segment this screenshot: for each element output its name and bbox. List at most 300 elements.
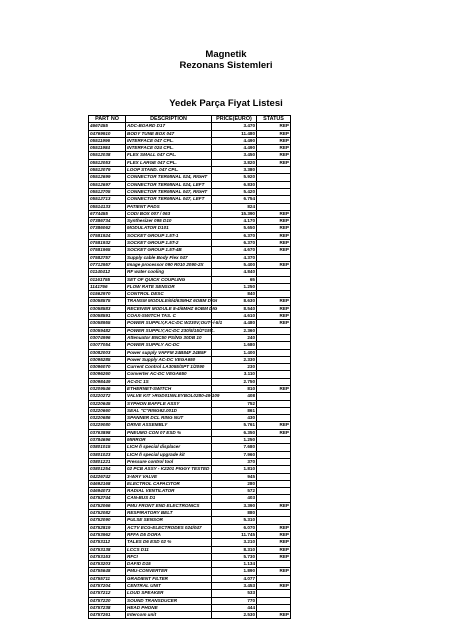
part-number-cell: 04752744 [89, 495, 126, 502]
status-cell: REP [257, 218, 291, 225]
table-row [89, 510, 291, 517]
price-cell: 240 [212, 334, 257, 341]
status-cell: REP [257, 123, 291, 130]
part-number-cell: 01161755 [89, 276, 126, 283]
description-cell: POWER SUPPLY AC-DC [126, 342, 212, 349]
table-row [89, 152, 291, 159]
part-number-cell: 04752090 [89, 517, 126, 524]
price-cell: 4.077 [212, 575, 257, 582]
table-row [89, 429, 291, 436]
table-row [89, 247, 291, 254]
description-cell: SET OF QUICK COUPLING [126, 276, 212, 283]
table-row [89, 130, 291, 137]
table-row [89, 437, 291, 444]
price-cell: 8.310 [212, 546, 257, 553]
table-row [89, 364, 291, 371]
description-cell: Synthesizer 095 D10 [126, 218, 212, 225]
price-cell: 824 [212, 203, 257, 210]
table-row [89, 356, 291, 363]
part-number-cell: 04753153 [89, 553, 126, 560]
part-number-cell: 03801015 [89, 444, 126, 451]
table-row [89, 327, 291, 334]
part-number-cell: 04769910 [89, 130, 126, 137]
part-number-cell: 07386062 [89, 225, 126, 232]
status-cell [257, 291, 291, 298]
table-row [89, 444, 291, 451]
part-number-cell: 03096070 [89, 364, 126, 371]
status-cell [257, 364, 291, 371]
table-row [89, 422, 291, 429]
description-cell: LICH ñ special upgrade kit [126, 451, 212, 458]
status-cell [257, 415, 291, 422]
part-number-cell: 01562970 [89, 291, 126, 298]
price-cell: 1.250 [212, 437, 257, 444]
table-row [89, 342, 291, 349]
price-cell: 2.360 [212, 327, 257, 334]
table-row [89, 604, 291, 611]
header-price: PRICE(EURO) [212, 116, 257, 123]
table-row [89, 269, 291, 276]
table-row [89, 218, 291, 225]
description-cell: RESPIRATORY BELT [126, 510, 212, 517]
description-cell: CONNECTOR TERMINAL 024, RIGHT [126, 174, 212, 181]
parts-price-table [88, 115, 291, 619]
table-row [89, 466, 291, 473]
status-cell: REP [257, 539, 291, 546]
part-number-cell: 03058575 [89, 298, 126, 305]
status-cell: REP [257, 210, 291, 217]
part-number-cell: 03058955 [89, 320, 126, 327]
status-cell [257, 327, 291, 334]
status-cell [257, 203, 291, 210]
price-cell: 1.400 [212, 349, 257, 356]
description-cell: CAN-BUS D1 [126, 495, 212, 502]
description-cell: PMU-CONVERTER [126, 568, 212, 575]
table-row [89, 203, 291, 210]
table-row [89, 210, 291, 217]
price-cell: 6.370 [212, 232, 257, 239]
price-cell: 280 [212, 480, 257, 487]
description-cell: DAFID D15 [126, 561, 212, 568]
table-header-row [89, 116, 291, 123]
status-cell [257, 495, 291, 502]
part-number-cell: 04694073 [89, 488, 126, 495]
status-cell [257, 196, 291, 203]
part-number-cell: 6774455 [89, 210, 126, 217]
price-cell: 7.680 [212, 444, 257, 451]
status-cell: REP [257, 583, 291, 590]
description-cell: SOCKET GROUP 1.5T-4B [126, 247, 212, 254]
header-status: STATUS [257, 116, 291, 123]
status-cell: REP [257, 225, 291, 232]
description-cell: RFFA D5 DORA [126, 531, 212, 538]
description-cell: SPANNER DCL RING NUT [126, 415, 212, 422]
table-row [89, 232, 291, 239]
table-row [89, 159, 291, 166]
table-row [89, 612, 291, 619]
description-cell: Power supply VAFFM 24B84F 24B5F [126, 349, 212, 356]
price-cell: 861 [212, 407, 257, 414]
status-cell: REP [257, 320, 291, 327]
part-number-cell: 03082003 [89, 349, 126, 356]
price-cell: 11.480 [212, 130, 257, 137]
status-cell [257, 561, 291, 568]
part-number-cell: 04755648 [89, 568, 126, 575]
table-row [89, 590, 291, 597]
price-cell: 6.370 [212, 240, 257, 247]
status-cell [257, 575, 291, 582]
part-number-cell: 04757220 [89, 597, 126, 604]
price-cell: 4.490 [212, 145, 257, 152]
description-cell: 3-WAY VALVE [126, 473, 212, 480]
part-number-cell: 07581965 [89, 247, 126, 254]
table-row [89, 174, 291, 181]
description-cell: RFCI [126, 553, 212, 560]
table-row [89, 298, 291, 305]
price-cell: 5.761 [212, 422, 257, 429]
status-cell: REP [257, 612, 291, 619]
table-row [89, 261, 291, 268]
price-cell: 4.170 [212, 218, 257, 225]
part-number-cell: 04752819 [89, 524, 126, 531]
part-number-cell: 04753112 [89, 539, 126, 546]
part-number-cell: 01140412 [89, 269, 126, 276]
description-cell: 02 PCB ASSY - K2201 PIGGY TESTED [126, 466, 212, 473]
header-part-no: PART NO [89, 116, 126, 123]
price-cell: 4.370 [212, 254, 257, 261]
price-cell: 3.380 [212, 167, 257, 174]
description-cell: Converter AC-DC VEGA650 [126, 371, 212, 378]
price-cell: 4.480 [212, 320, 257, 327]
price-cell: 15.390 [212, 210, 257, 217]
part-number-cell: 03801023 [89, 451, 126, 458]
status-cell [257, 269, 291, 276]
price-cell: 230 [212, 364, 257, 371]
description-cell: INTERFACE 047 CPL. [126, 137, 212, 144]
header-description: DESCRIPTION [126, 116, 212, 123]
description-cell: HEAD PHONE [126, 604, 212, 611]
price-cell: 4.610 [212, 313, 257, 320]
table-row [89, 137, 291, 144]
description-cell: VALVE KIT >RGD01NN.EYBOL0280-49-109 [127, 393, 220, 399]
table-row [89, 539, 291, 546]
description-cell: ADC-BOARD D17 [126, 123, 212, 130]
description-cell: Attenuator BNC50 PS/NG 30DB 10 [126, 334, 212, 341]
description-cell: CONNECTOR TERMINAL 047, RIGHT [126, 188, 212, 195]
price-cell: 572 [212, 488, 257, 495]
table-row [89, 305, 291, 312]
table-row [89, 451, 291, 458]
description-cell: Pressure control tool [126, 458, 212, 465]
description-cell: SOCKET GROUP 1.5T-2 [126, 240, 212, 247]
price-cell: 4.670 [212, 247, 257, 254]
table-row [89, 378, 291, 385]
part-number-cell: 04757238 [89, 604, 126, 611]
table-row [89, 575, 291, 582]
status-cell [257, 437, 291, 444]
status-cell [257, 174, 291, 181]
price-cell: 5.400 [212, 261, 257, 268]
status-cell: REP [257, 145, 291, 152]
table-row [89, 517, 291, 524]
part-number-cell: 03220686 [89, 415, 126, 422]
description-cell: COAX-SWITCH TAS. C [126, 313, 212, 320]
part-number-cell: 04753138 [89, 546, 126, 553]
price-cell: 1.680 [212, 342, 257, 349]
price-cell: 5.650 [212, 225, 257, 232]
description-cell: PMU FRONT END ELECTRONICS [126, 502, 212, 509]
price-cell: 3.453 [212, 583, 257, 590]
table-row [89, 276, 291, 283]
status-cell: REP [257, 232, 291, 239]
price-cell: 3.210 [212, 539, 257, 546]
description-cell: LCCS D11 [126, 546, 212, 553]
part-number-cell: 04692168 [89, 480, 126, 487]
description-cell: ACTV ECG-ELECTRODES 024/047 [126, 524, 212, 531]
description-cell: Supply cable Body Flex 047 [126, 254, 212, 261]
table-row [89, 415, 291, 422]
part-number-cell: 07581932 [89, 240, 126, 247]
table-row [89, 313, 291, 320]
description-cell: DRIVE ASSEMBLY [126, 422, 212, 429]
part-number-cell: 03220660 [89, 407, 126, 414]
description-cell: SOCKET GROUP 1.5T-1 [126, 232, 212, 239]
part-number-cell: 03096260 [89, 371, 126, 378]
description-cell: LOOP STAND. 047 CPL. [126, 167, 212, 174]
price-cell: 6.350 [212, 429, 257, 436]
table-row [89, 531, 291, 538]
description-cell: MODULATOR D101 [126, 225, 212, 232]
table-row [89, 283, 291, 290]
price-cell: 3.820 [212, 159, 257, 166]
description-cell: Current Control LA3055/SPT 1/2090 [126, 364, 212, 371]
table-row [89, 568, 291, 575]
description-cell: Image processor 090 R010 2090-2X [126, 261, 212, 268]
table-row [89, 123, 291, 130]
part-number-cell: 05512713 [89, 196, 126, 203]
description-cell: GRADIENT FILTER [126, 575, 212, 582]
status-cell [257, 590, 291, 597]
status-cell [257, 466, 291, 473]
price-list-title: Yedek Parça Fiyat Listesi [169, 98, 283, 109]
part-number-cell: 03095285 [89, 356, 126, 363]
description-cell: FLEX SMALL 047 CPL. [126, 152, 212, 159]
price-cell: 444 [212, 604, 257, 611]
status-cell [257, 356, 291, 363]
description-cell: Power Supply AC-DC VEGA650 [126, 356, 212, 363]
status-cell: REP [257, 137, 291, 144]
description-cell: TALES D6 ESD 02 % [126, 539, 212, 546]
table-row [89, 349, 291, 356]
description-cell: FLEX LARGE 047 CPL. [126, 159, 212, 166]
part-number-cell: 05512038 [89, 152, 126, 159]
table-row [89, 553, 291, 560]
description-cell: Intercom unit [126, 612, 212, 619]
status-cell [257, 604, 291, 611]
table-row [89, 291, 291, 298]
description-cell: TRANSM MODULE/6/4/63MHZ 6OBM DIGI [127, 298, 218, 304]
description-cell: AC-DC 1S [126, 378, 212, 385]
table-row [89, 196, 291, 203]
status-cell [257, 407, 291, 414]
part-number-cell: 04752082 [89, 510, 126, 517]
price-cell: 2.530 [212, 612, 257, 619]
table-row [89, 546, 291, 553]
status-cell: REP [257, 531, 291, 538]
part-number-cell: 05512699 [89, 174, 126, 181]
table-row [89, 488, 291, 495]
part-number-cell: 4667455 [89, 123, 126, 130]
part-number-cell: 03801254 [89, 466, 126, 473]
price-cell: 810 [212, 385, 257, 392]
table-row [89, 145, 291, 152]
description-cell: RF water cooling [126, 269, 212, 276]
price-cell: 8.630 [212, 298, 257, 305]
status-cell: REP [257, 298, 291, 305]
price-cell: 752 [212, 400, 257, 407]
description-cell: MIRROR [126, 437, 212, 444]
status-cell [257, 276, 291, 283]
status-cell [257, 342, 291, 349]
table-row [89, 524, 291, 531]
part-number-cell: 05514133 [89, 203, 126, 210]
part-number-cell: 03784696 [89, 437, 126, 444]
table-row [89, 400, 291, 407]
part-number-cell: 05512053 [89, 159, 126, 166]
price-cell: 4.490 [212, 137, 257, 144]
description-cell: POWER SUPPLY,F.AC-DC W230V;OUT+/-5/1 [127, 320, 223, 326]
table-row [89, 181, 291, 188]
price-cell: 840 [212, 291, 257, 298]
part-number-cell: 03801221 [89, 458, 126, 465]
part-number-cell: 04757212 [89, 590, 126, 597]
description-cell: SYPHON BAFFLE ASSY [126, 400, 212, 407]
price-cell: 370 [212, 458, 257, 465]
price-cell: 5.730 [212, 553, 257, 560]
part-number-cell: 03058591 [89, 313, 126, 320]
price-cell: 403 [212, 495, 257, 502]
table-row [89, 458, 291, 465]
table-row [89, 385, 291, 392]
table-row [89, 407, 291, 414]
price-cell: 3.390 [212, 502, 257, 509]
table-row [89, 320, 291, 327]
description-cell: CODI BOX 007 / 063 [126, 210, 212, 217]
description-cell: LOUD SPEAKER [126, 590, 212, 597]
company-subtitle: Rezonans Sistemleri [179, 60, 273, 71]
status-cell: REP [257, 247, 291, 254]
description-cell: PNEUMO CON 07 ESD % [126, 429, 212, 436]
part-number-cell: 07386734 [89, 218, 126, 225]
description-cell: ETHERNET-SWITCH [126, 385, 212, 392]
price-cell: 6.754 [212, 196, 257, 203]
description-cell: BODY TUNE BOX 047 [126, 130, 212, 137]
status-cell [257, 451, 291, 458]
status-cell [257, 167, 291, 174]
status-cell [257, 378, 291, 385]
price-cell: 1.250 [212, 283, 257, 290]
part-number-cell: 04752066 [89, 502, 126, 509]
table-row [89, 334, 291, 341]
part-number-cell: 05512697 [89, 181, 126, 188]
description-cell: PATIENT PADS [126, 203, 212, 210]
company-name: Magnetik [205, 49, 247, 60]
table-row [89, 167, 291, 174]
part-number-cell: 07582757 [89, 254, 126, 261]
price-cell: 4.840 [212, 269, 257, 276]
description-cell: CONNECTOR TERMINAL 047, LEFT [126, 196, 212, 203]
part-number-cell: 05512705 [89, 188, 126, 195]
status-cell [257, 488, 291, 495]
status-cell [257, 181, 291, 188]
table-row [89, 473, 291, 480]
description-cell: RECEIVER MODULE 8-4/6MHZ 6OBM DIG [127, 305, 218, 311]
description-cell: LICH ñ special displacer [126, 444, 212, 451]
price-cell: 3.110 [212, 371, 257, 378]
part-number-cell: 03098449 [89, 378, 126, 385]
status-cell [257, 188, 291, 195]
status-cell: REP [257, 261, 291, 268]
price-cell: 945 [212, 473, 257, 480]
price-cell: 3.450 [212, 152, 257, 159]
status-cell: REP [257, 159, 291, 166]
part-number-cell: 05511984 [89, 145, 126, 152]
part-number-cell: 04757204 [89, 583, 126, 590]
description-cell: RADIAL VENTILATOR [126, 488, 212, 495]
part-number-cell: 04755711 [89, 575, 126, 582]
table-row [89, 240, 291, 247]
price-cell: 5.920 [212, 174, 257, 181]
price-cell: 408 [212, 393, 257, 400]
description-cell: FLOW RATE SENSOR [126, 283, 212, 290]
part-number-cell: 07712957 [89, 261, 126, 268]
status-cell: REP [257, 152, 291, 159]
description-cell: SEAL "C"RING92.001D [126, 407, 212, 414]
table-row [89, 371, 291, 378]
price-cell: 430 [212, 415, 257, 422]
status-cell [257, 349, 291, 356]
part-number-cell: 03220272 [89, 393, 126, 400]
description-cell: CONTROL DESC [126, 291, 212, 298]
status-cell [257, 444, 291, 451]
description-cell: PULSE SENSOR [126, 517, 212, 524]
status-cell: REP [257, 546, 291, 553]
part-number-cell: 03059482 [89, 327, 126, 334]
table-row [89, 502, 291, 509]
status-cell [257, 400, 291, 407]
description-cell: ELECTROL CAPACITOR [126, 480, 212, 487]
price-cell: 65 [212, 276, 257, 283]
status-cell [257, 517, 291, 524]
price-cell: 1.890 [212, 568, 257, 575]
part-number-cell: 07581924 [89, 232, 126, 239]
price-cell: 5.420 [212, 188, 257, 195]
status-cell: REP [257, 305, 291, 312]
table-row [89, 480, 291, 487]
table-row [89, 561, 291, 568]
status-cell: REP [257, 313, 291, 320]
status-cell: REP [257, 422, 291, 429]
part-number-cell: 03220645 [89, 400, 126, 407]
price-cell: 533 [212, 590, 257, 597]
description-cell: INTERFACE 024 CPL. [126, 145, 212, 152]
description-cell: CENTRAL UNIT [126, 583, 212, 590]
part-number-cell: 03229080 [89, 422, 126, 429]
status-cell: REP [257, 429, 291, 436]
table-row [89, 393, 291, 400]
status-cell: REP [257, 568, 291, 575]
description-cell: CONNECTOR TERMINAL 024, LEFT [126, 181, 212, 188]
